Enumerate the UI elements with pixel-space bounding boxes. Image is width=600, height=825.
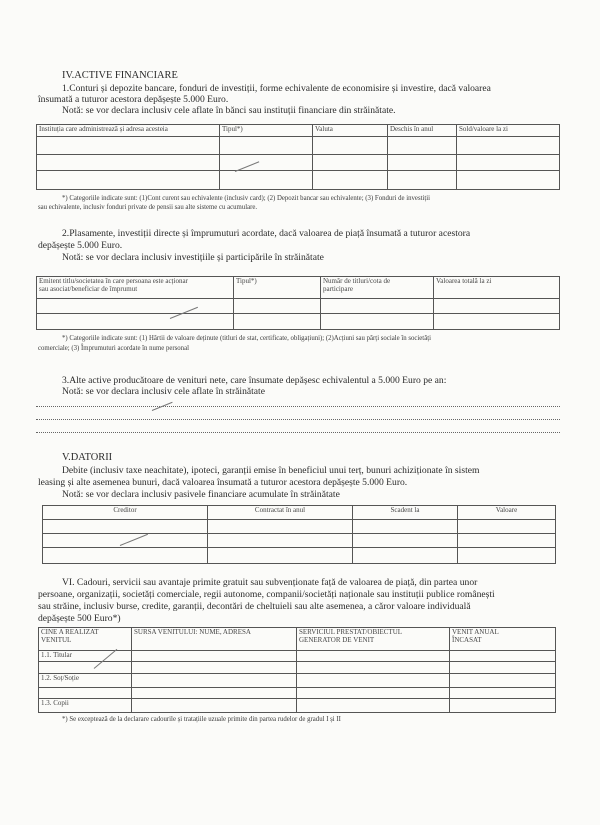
dotted-line — [36, 432, 560, 433]
section-iv-1-text-line1: 1.Conturi și depozite bancare, fonduri de investiții, forme echivalente de economisire și investire, dacă valoarea — [62, 83, 491, 94]
bank-header-type: Tipul*) — [220, 125, 313, 137]
section-iv-3-text: 3.Alte active producătoare de venituri nete, care însumate depășesc echivalentul a 5.000 Euro pe an: — [62, 375, 447, 386]
inv-header-value: Valoarea totală la zi — [434, 277, 560, 299]
gift-header-income: VENIT ANUAL ÎNCASAT — [450, 628, 556, 651]
debt-header-value: Valoare — [458, 506, 556, 520]
bank-header-balance: Sold/valoare la zi — [457, 125, 560, 137]
section-v-heading: V.DATORII — [62, 452, 113, 463]
inv-footnote-line2: comerciale; (3) Împrumuturi acordate în nume personal — [38, 345, 189, 352]
section-vi-text-line4: depășește 500 Euro*) — [38, 613, 121, 624]
investments-table — [36, 276, 560, 330]
inv-header-count: Număr de titluri/cota de participare — [321, 277, 434, 299]
section-vi-text-line2: persoane, organizații, societăți comerciale, regii autonome, companii/societăți naționale sau instituții publice românești — [38, 589, 495, 600]
debt-header-contracted: Contractat în anul — [208, 506, 353, 520]
inv-header-type: Tipul*) — [234, 277, 321, 299]
inv-header-issuer: Emitent titlu/societatea în care persoana este acționar sau asociat/beneficiar de împrumut — [37, 277, 234, 299]
gift-header-who: CINE A REALIZAT VENITUL — [39, 628, 132, 651]
section-iv-1-text-line2: însumată a tuturor acestora depășește 5.000 Euro. — [38, 94, 229, 105]
gifts-table — [38, 627, 556, 713]
bank-header-currency: Valuta — [313, 125, 388, 137]
section-iv-1-note: Notă: se vor declara inclusiv cele aflate în bănci sau instituții financiare din străinătate. — [62, 105, 396, 116]
section-v-text-line2: leasing și alte asemenea bunuri, dacă valoarea însumată a tuturor acestora depășește 5.000 Euro. — [38, 477, 408, 488]
section-iv-3-note: Notă: se vor declara inclusiv cele aflate în străinătate — [62, 386, 265, 397]
section-iv-2-text-line2: depășește 5.000 Euro. — [38, 240, 123, 251]
gift-row-spouse: 1.2. Soț/Soție — [39, 673, 132, 687]
section-vi-text-line1: VI. Cadouri, servicii sau avantaje primite gratuit sau subvenționate față de valoarea de piață, din partea unor — [62, 577, 478, 588]
bank-footnote-line1: *) Categoriile indicate sunt: (1)Cont curent sau echivalente (inclusiv card); (2) Depozit bancar sau echivalente; (3) Fonduri de investiții — [62, 195, 431, 202]
debt-header-due: Scadent la — [353, 506, 458, 520]
gift-row-children: 1.3. Copii — [39, 699, 132, 713]
section-iv-2-note: Notă: se vor declara inclusiv investițiile și participările în străinătate — [62, 252, 324, 263]
dotted-line — [36, 419, 560, 420]
section-v-text-line1: Debite (inclusiv taxe neachitate), ipoteci, garanții emise în beneficiul unui terț, bunuri achiziționate în sistem — [62, 465, 480, 476]
debt-header-creditor: Creditor — [43, 506, 208, 520]
bank-accounts-table — [36, 124, 560, 190]
bank-header-opened: Deschis în anul — [388, 125, 457, 137]
gifts-footnote: *) Se exceptează de la declarare cadourile și tratațiile uzuale primite din partea rudelor de gradul I și II — [62, 716, 341, 723]
debts-table — [42, 505, 556, 564]
bank-footnote-line2: sau echivalente, inclusiv fonduri private de pensii sau alte sisteme cu acumulare. — [38, 204, 258, 211]
gift-header-service: SERVICIUL PRESTAT/OBIECTUL GENERATOR DE VENIT — [297, 628, 450, 651]
gift-row-titular: 1.1. Titular — [39, 650, 132, 661]
section-vi-text-line3: sau străine, inclusiv burse, credite, garanții, decontări de cheltuieli sau alte asemenea, a căror valoare individuală — [38, 601, 471, 612]
inv-footnote-line1: *) Categoriile indicate sunt: (1) Hârtii de valoare deținute (titluri de stat, certificate, obligațiuni); (2)Acțiuni sau părți sociale în societăți — [62, 335, 431, 342]
dotted-line — [36, 406, 560, 407]
section-iv-2-text-line1: 2.Plasamente, investiții directe și împrumuturi acordate, dacă valoarea de piață însumată a tuturor acestora — [62, 228, 471, 239]
section-iv-heading: IV.ACTIVE FINANCIARE — [62, 70, 178, 81]
gift-header-source: SURSA VENITULUI: NUME, ADRESA — [132, 628, 297, 651]
section-v-note: Notă: se vor declara inclusiv pasivele financiare acumulate în străinătate — [62, 489, 340, 500]
bank-header-institution: Instituția care administrează și adresa acesteia — [37, 125, 220, 137]
